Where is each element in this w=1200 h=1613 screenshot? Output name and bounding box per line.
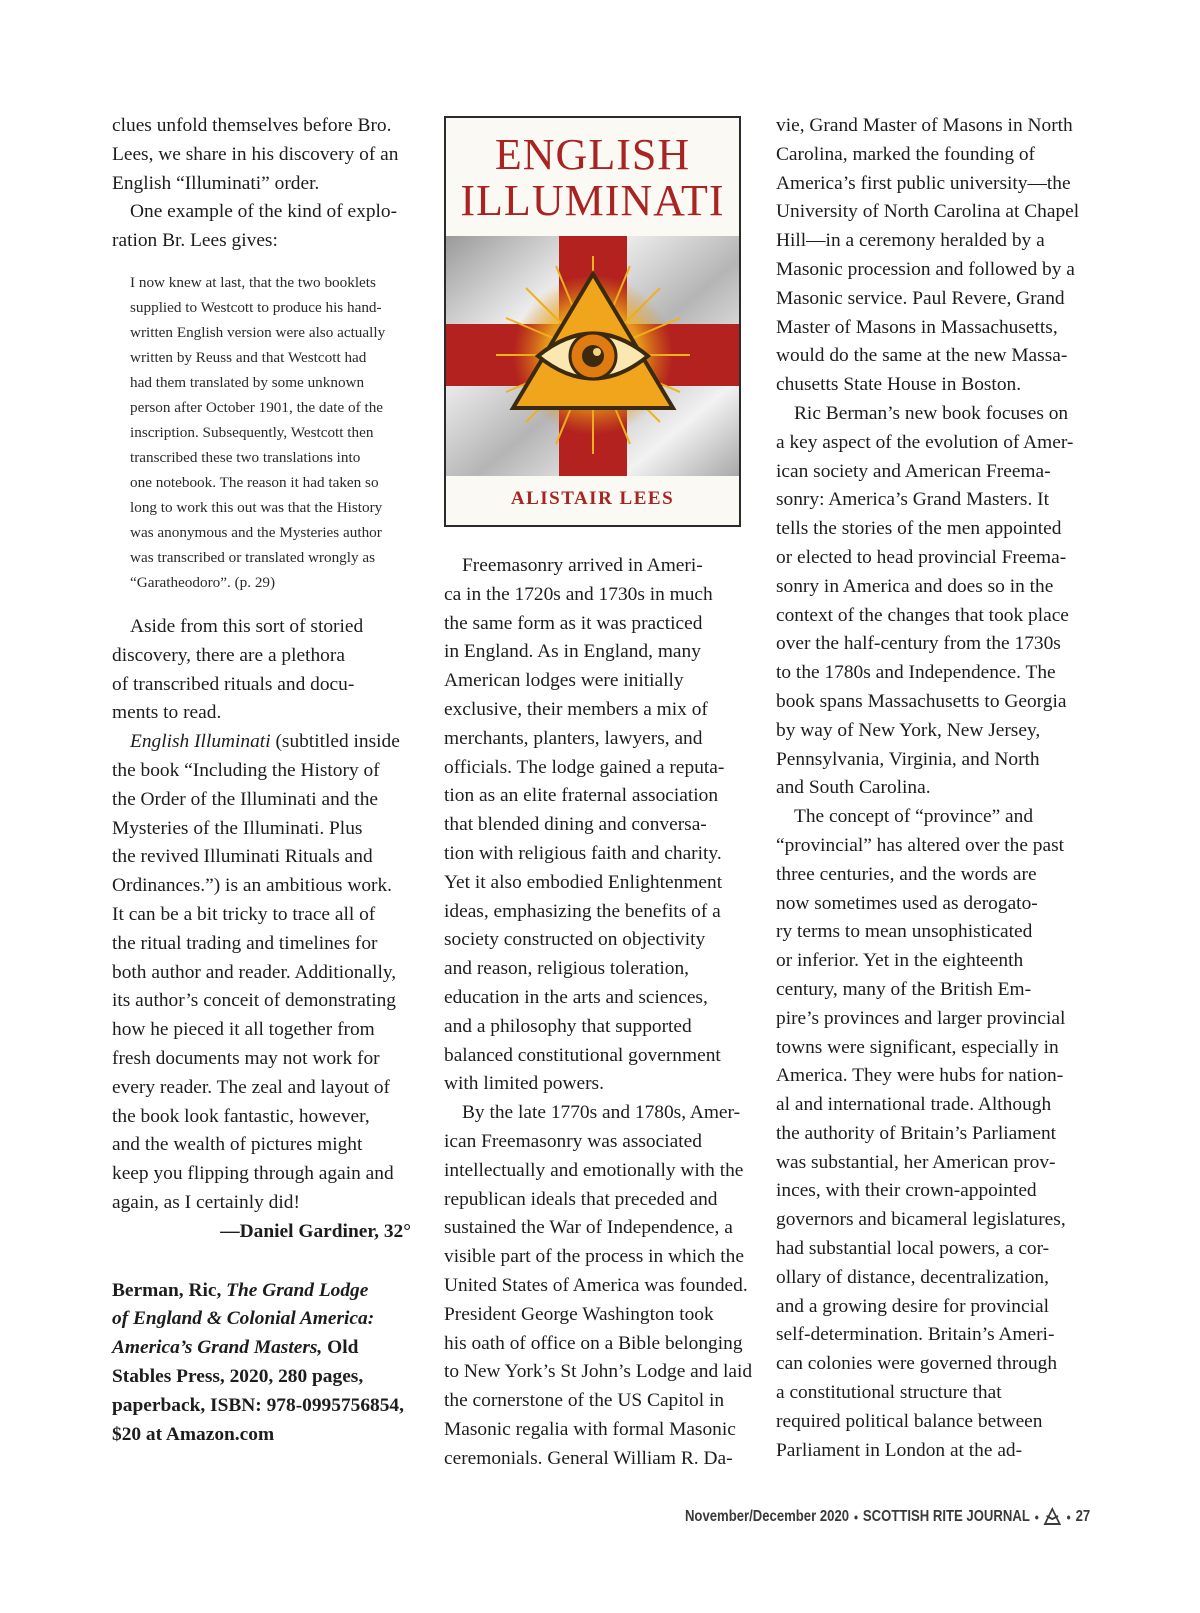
text-line: had substantial local powers, a cor-: [776, 1238, 1050, 1260]
text-line: would do the same at the new Massa-: [776, 345, 1068, 367]
text-line: By the late 1770s and 1780s, Amer-: [462, 1102, 741, 1124]
text-line: the ritual trading and timelines for: [112, 932, 378, 954]
text-line: book spans Massachusetts to Georgia: [776, 690, 1067, 712]
separator-dot: •: [853, 1509, 858, 1525]
text-line: of transcribed rituals and docu-: [112, 673, 355, 695]
text-line: the book “Including the History of: [112, 759, 380, 781]
text-line: Hill—in a ceremony heralded by a: [776, 230, 1045, 252]
text-line: tion with religious faith and charity.: [444, 842, 722, 864]
text-line: a key aspect of the evolution of Amer-: [776, 431, 1074, 453]
text-line: America. They were hubs for nation-: [776, 1065, 1064, 1087]
text-line: America’s first public university—the: [776, 172, 1071, 194]
text-line: over the half-century from the 1730s: [776, 633, 1061, 655]
text-line: sustained the War of Independence, a: [444, 1217, 733, 1239]
text-line: ollary of distance, decentralization,: [776, 1266, 1049, 1288]
quote-line: written English version were also actually: [130, 323, 386, 341]
text-line: its author’s conceit of demonstrating: [112, 990, 396, 1012]
text-line: One example of the kind of explo-: [130, 201, 398, 223]
text-line: by way of New York, New Jersey,: [776, 719, 1041, 741]
text-line: required political balance between: [776, 1410, 1043, 1432]
block-quote: [130, 270, 417, 595]
quote-line: one notebook. The reason it had taken so: [130, 473, 379, 491]
text-line: now sometimes used as derogato-: [776, 892, 1038, 914]
text-line: century, many of the British Em-: [776, 978, 1032, 1000]
text-line: ideas, emphasizing the benefits of a: [444, 900, 721, 922]
text-line: ceremonials. General William R. Da-: [444, 1447, 733, 1469]
separator-dot: •: [1066, 1509, 1071, 1525]
text-line: and reason, religious toleration,: [444, 958, 690, 980]
text-line: Carolina, marked the founding of: [776, 143, 1036, 165]
right-column: [776, 112, 1086, 1465]
quote-line: was transcribed or translated wrongly as: [130, 548, 376, 566]
text-line: the authority of Britain’s Parliament: [776, 1122, 1057, 1144]
text-line: every reader. The zeal and layout of: [112, 1076, 390, 1098]
quote-line: inscription. Subsequently, Westcott then: [130, 423, 374, 441]
quote-line: I now knew at last, that the two booklets: [130, 273, 376, 291]
text-line: or inferior. Yet in the eighteenth: [776, 950, 1024, 972]
text-line: ican society and American Freema-: [776, 460, 1051, 482]
text-line: Ordinances.”) is an ambitious work.: [112, 875, 393, 897]
text-line: Lees, we share in his discovery of an: [112, 143, 399, 165]
quote-line: transcribed these two translations into: [130, 448, 361, 466]
text-line: Master of Masons in Massachusetts,: [776, 316, 1058, 338]
text-line: English “Illuminati” order.: [112, 172, 320, 194]
paragraph: [112, 613, 417, 728]
text-line: officials. The lodge gained a reputa-: [444, 756, 725, 778]
text-line: sonry: America’s Grand Masters. It: [776, 489, 1050, 511]
cover-author: ALISTAIR LEES: [510, 488, 675, 509]
quote-line: person after October 1901, the date of the: [130, 398, 384, 416]
text-line: sonry in America and does so in the: [776, 575, 1054, 597]
text-line: The concept of “province” and: [794, 806, 1034, 828]
book-title-italic: English Illuminati: [130, 731, 271, 753]
citation-line: Stables Press, 2020, 280 pages,: [112, 1365, 364, 1387]
citation-line: [112, 1277, 417, 1306]
paragraph: [112, 198, 417, 256]
text-line: ments to read.: [112, 702, 222, 724]
text-line: Ric Berman’s new book focuses on: [794, 402, 1069, 424]
text-line: the cornerstone of the US Capitol in: [444, 1390, 725, 1412]
text-line: clues unfold themselves before Bro.: [112, 115, 392, 136]
book-citation: [112, 1277, 417, 1450]
text-line: al and international trade. Although: [776, 1094, 1052, 1116]
text-line: the Order of the Illuminati and the: [112, 788, 378, 810]
text-line: intellectually and emotionally with the: [444, 1159, 744, 1181]
text-line: and a growing desire for provincial: [776, 1295, 1049, 1317]
citation-line: [112, 1334, 417, 1363]
text-line: inces, with their crown-appointed: [776, 1180, 1037, 1202]
text-line: the revived Illuminati Rituals and: [112, 846, 373, 868]
cover-flag-eye-illustration: [446, 236, 739, 476]
text-line: ican Freemasonry was associated: [444, 1130, 702, 1152]
text-line: merchants, planters, lawyers, and: [444, 727, 703, 749]
text-line: Pennsylvania, Virginia, and North: [776, 748, 1040, 770]
text-line: to the 1780s and Independence. The: [776, 662, 1056, 684]
quote-line: was anonymous and the Mysteries author: [130, 523, 382, 541]
quote-line: written by Reuss and that Westcott had: [130, 348, 367, 366]
page-number: 27: [1075, 1508, 1090, 1525]
quote-line: had them translated by some unknown: [130, 373, 365, 391]
text-line: with limited powers.: [444, 1073, 604, 1095]
text-line: President George Washington took: [444, 1303, 714, 1325]
cover-title-line: ENGLISH: [494, 130, 691, 179]
text-line: balanced constitutional government: [444, 1044, 721, 1066]
paragraph: [112, 728, 417, 1218]
issue-date: November/December 2020: [684, 1508, 849, 1525]
double-eagle-emblem-icon: [1044, 1507, 1062, 1527]
text-line: that blended dining and conversa-: [444, 814, 707, 836]
text-line: and the wealth of pictures might: [112, 1134, 363, 1156]
text-line: fresh documents may not work for: [112, 1047, 380, 1069]
text-line: visible part of the process in which the: [444, 1246, 744, 1268]
left-column: [112, 112, 417, 1449]
text-line: the same form as it was practiced: [444, 612, 703, 634]
text-line: “provincial” has altered over the past: [776, 834, 1065, 856]
quote-line: supplied to Westcott to produce his hand-: [130, 298, 382, 316]
text-line: governors and bicameral legislatures,: [776, 1209, 1066, 1231]
text-line: Yet it also embodied Enlightenment: [444, 871, 723, 893]
text-line: and South Carolina.: [776, 777, 931, 799]
text-line: ca in the 1720s and 1730s in much: [444, 583, 713, 605]
text-line: to New York’s St John’s Lodge and laid: [444, 1361, 753, 1383]
review-signature: —Daniel Gardiner, 32°: [220, 1220, 411, 1242]
text-line: It can be a bit tricky to trace all of: [112, 903, 376, 925]
quote-line: long to work this out was that the History: [130, 498, 383, 516]
middle-column: [444, 552, 753, 1474]
paragraph: [112, 112, 417, 198]
cover-title-line: ILLUMINATI: [460, 176, 725, 225]
text-line: ration Br. Lees gives:: [112, 230, 278, 252]
separator-dot: •: [1034, 1509, 1039, 1525]
text-line: both author and reader. Additionally,: [112, 961, 397, 983]
text-line: Masonic service. Paul Revere, Grand: [776, 287, 1065, 309]
text-span: Old: [322, 1337, 359, 1359]
text-line: Masonic regalia with formal Masonic: [444, 1418, 736, 1440]
text-line: or elected to head provincial Freema-: [776, 546, 1067, 568]
text-line: Masonic procession and followed by a: [776, 258, 1075, 280]
text-line: chusetts State House in Boston.: [776, 374, 1022, 396]
text-line: towns were significant, especially in: [776, 1036, 1059, 1058]
book-cover-image: [444, 116, 741, 527]
citation-line: paperback, ISBN: 978-0995756854,: [112, 1394, 404, 1416]
text-line: his oath of office on a Bible belonging: [444, 1332, 743, 1354]
citation-title-italic: America’s Grand Masters,: [112, 1337, 323, 1359]
text-line: republican ideals that preceded and: [444, 1188, 718, 1210]
text-line: the book look fantastic, however,: [112, 1105, 370, 1127]
text-line: exclusive, their members a mix of: [444, 698, 708, 720]
text-line: a constitutional structure that: [776, 1382, 1002, 1404]
text-span: Berman, Ric,: [112, 1279, 227, 1301]
text-line: context of the changes that took place: [776, 604, 1069, 626]
text-line: again, as I certainly did!: [112, 1191, 300, 1213]
text-line: tion as an elite fraternal association: [444, 785, 719, 807]
quote-line: “Garatheodoro”. (p. 29): [130, 573, 276, 591]
text-line: and a philosophy that supported: [444, 1015, 692, 1037]
text-line: was substantial, her American prov-: [776, 1151, 1056, 1173]
citation-line: of England & Colonial America:: [112, 1308, 375, 1330]
text-line: education in the arts and sciences,: [444, 986, 708, 1008]
text-line: society constructed on objectivity: [444, 929, 706, 951]
page-footer: [685, 1505, 1090, 1529]
text-line: University of North Carolina at Chapel: [776, 201, 1080, 223]
citation-line: $20 at Amazon.com: [112, 1423, 275, 1445]
text-line: keep you flipping through again and: [112, 1163, 394, 1185]
text-line: self-determination. Britain’s Ameri-: [776, 1324, 1055, 1346]
text-line: United States of America was founded.: [444, 1274, 748, 1296]
text-line: [112, 728, 417, 757]
text-line: can colonies were governed through: [776, 1353, 1058, 1375]
journal-name: SCOTTISH RITE JOURNAL: [862, 1508, 1030, 1525]
text-line: American lodges were initially: [444, 670, 684, 692]
text-line: vie, Grand Master of Masons in North: [776, 115, 1073, 136]
text-line: Aside from this sort of storied: [130, 615, 364, 637]
text-span: (subtitled inside: [270, 731, 400, 753]
citation-title-italic: The Grand Lodge: [226, 1279, 369, 1301]
text-line: Freemasonry arrived in Ameri-: [462, 555, 703, 576]
text-line: ry terms to mean unsophisticated: [776, 921, 1033, 943]
text-line: tells the stories of the men appointed: [776, 518, 1062, 540]
text-line: three centuries, and the words are: [776, 863, 1037, 885]
text-line: Parliament in London at the ad-: [776, 1439, 1023, 1461]
text-line: how he pieced it all together from: [112, 1019, 375, 1041]
text-line: in England. As in England, many: [444, 641, 701, 663]
text-line: pire’s provinces and larger provincial: [776, 1007, 1066, 1029]
text-line: discovery, there are a plethora: [112, 644, 345, 666]
text-line: Mysteries of the Illuminati. Plus: [112, 817, 363, 839]
